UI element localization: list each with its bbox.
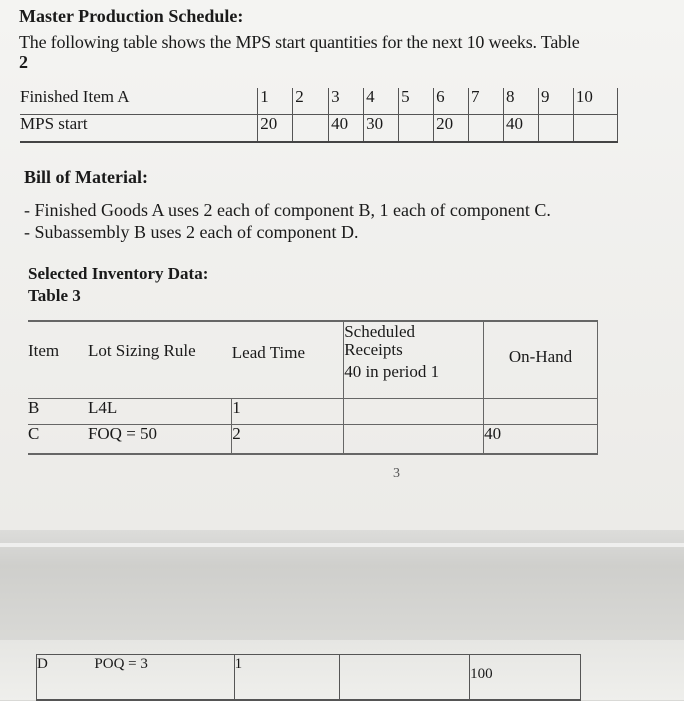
- mps-row1-label: Finished Item A: [20, 88, 258, 115]
- week-cell: 1: [258, 88, 293, 115]
- cell-lot-sizing: POQ = 3: [94, 655, 234, 701]
- start-cell: 30: [364, 115, 399, 143]
- week-cell: 5: [399, 88, 434, 115]
- start-cell: 40: [503, 115, 538, 143]
- inventory-continued-table: [36, 654, 581, 701]
- mps-intro-line2: 2: [19, 52, 28, 72]
- start-cell: [399, 115, 434, 143]
- bom-heading: Bill of Material:: [24, 167, 148, 187]
- header-scheduled-receipts: [344, 321, 484, 399]
- week-cell: 8: [503, 88, 538, 115]
- cell-on-hand: [484, 399, 598, 425]
- header-scheduled-line1: Scheduled: [344, 322, 416, 341]
- cell-lead-time: 1: [234, 655, 340, 701]
- cell-lead-time: 1: [232, 399, 344, 425]
- inventory-row: [28, 399, 598, 425]
- header-scheduled-line2: Receipts: [344, 340, 403, 359]
- start-cell: [293, 115, 329, 143]
- start-cell: [538, 115, 573, 143]
- mps-start-row: [20, 115, 618, 143]
- mps-week-row: [20, 88, 618, 115]
- cell-lot-sizing: FOQ = 50: [88, 425, 232, 455]
- inventory-header-row: [28, 321, 598, 399]
- week-cell: 10: [573, 88, 617, 115]
- mps-table: [20, 88, 618, 143]
- cell-item: D: [37, 655, 95, 701]
- header-lot-sizing: Lot Sizing Rule: [88, 321, 232, 399]
- cell-item: B: [28, 399, 88, 425]
- start-cell: 20: [434, 115, 469, 143]
- week-cell: 6: [434, 88, 469, 115]
- week-cell: 4: [364, 88, 399, 115]
- week-cell: 9: [538, 88, 573, 115]
- start-cell: [469, 115, 504, 143]
- week-cell: 7: [469, 88, 504, 115]
- cell-lead-time: 2: [232, 425, 344, 455]
- header-on-hand: On-Hand: [484, 321, 598, 399]
- inventory-table: [28, 320, 598, 455]
- page-crease: [0, 543, 684, 547]
- header-receipts-note: 40 in period 1: [344, 362, 440, 381]
- inventory-table-label: Table 3: [28, 286, 81, 305]
- header-item: Item: [28, 321, 88, 399]
- start-cell: [573, 115, 617, 143]
- start-cell: 20: [258, 115, 293, 143]
- mps-heading: Master Production Schedule:: [19, 6, 244, 26]
- cell-scheduled-receipts: [340, 655, 470, 701]
- week-cell: 2: [293, 88, 329, 115]
- inventory-heading: Selected Inventory Data:: [28, 264, 209, 283]
- header-lead-time: Lead Time: [232, 321, 344, 399]
- page-gap: [0, 530, 684, 650]
- bom-line1: - Finished Goods A uses 2 each of component B, 1 each of component C.: [24, 200, 551, 220]
- inventory-row: [28, 425, 598, 455]
- cell-scheduled-receipts: [344, 399, 484, 425]
- cell-on-hand: 40: [484, 425, 598, 455]
- cell-item: C: [28, 425, 88, 455]
- mps-intro-line1: The following table shows the MPS start quantities for the next 10 weeks. Table: [19, 32, 580, 52]
- inventory-row: [37, 655, 581, 701]
- mps-row2-label: MPS start: [20, 115, 258, 143]
- cell-lot-sizing: L4L: [88, 399, 232, 425]
- bom-line2: - Subassembly B uses 2 each of component D.: [24, 222, 359, 242]
- start-cell: 40: [329, 115, 364, 143]
- cell-on-hand: 100: [470, 655, 581, 701]
- page-number: 3: [393, 466, 400, 481]
- week-cell: 3: [329, 88, 364, 115]
- cell-scheduled-receipts: [344, 425, 484, 455]
